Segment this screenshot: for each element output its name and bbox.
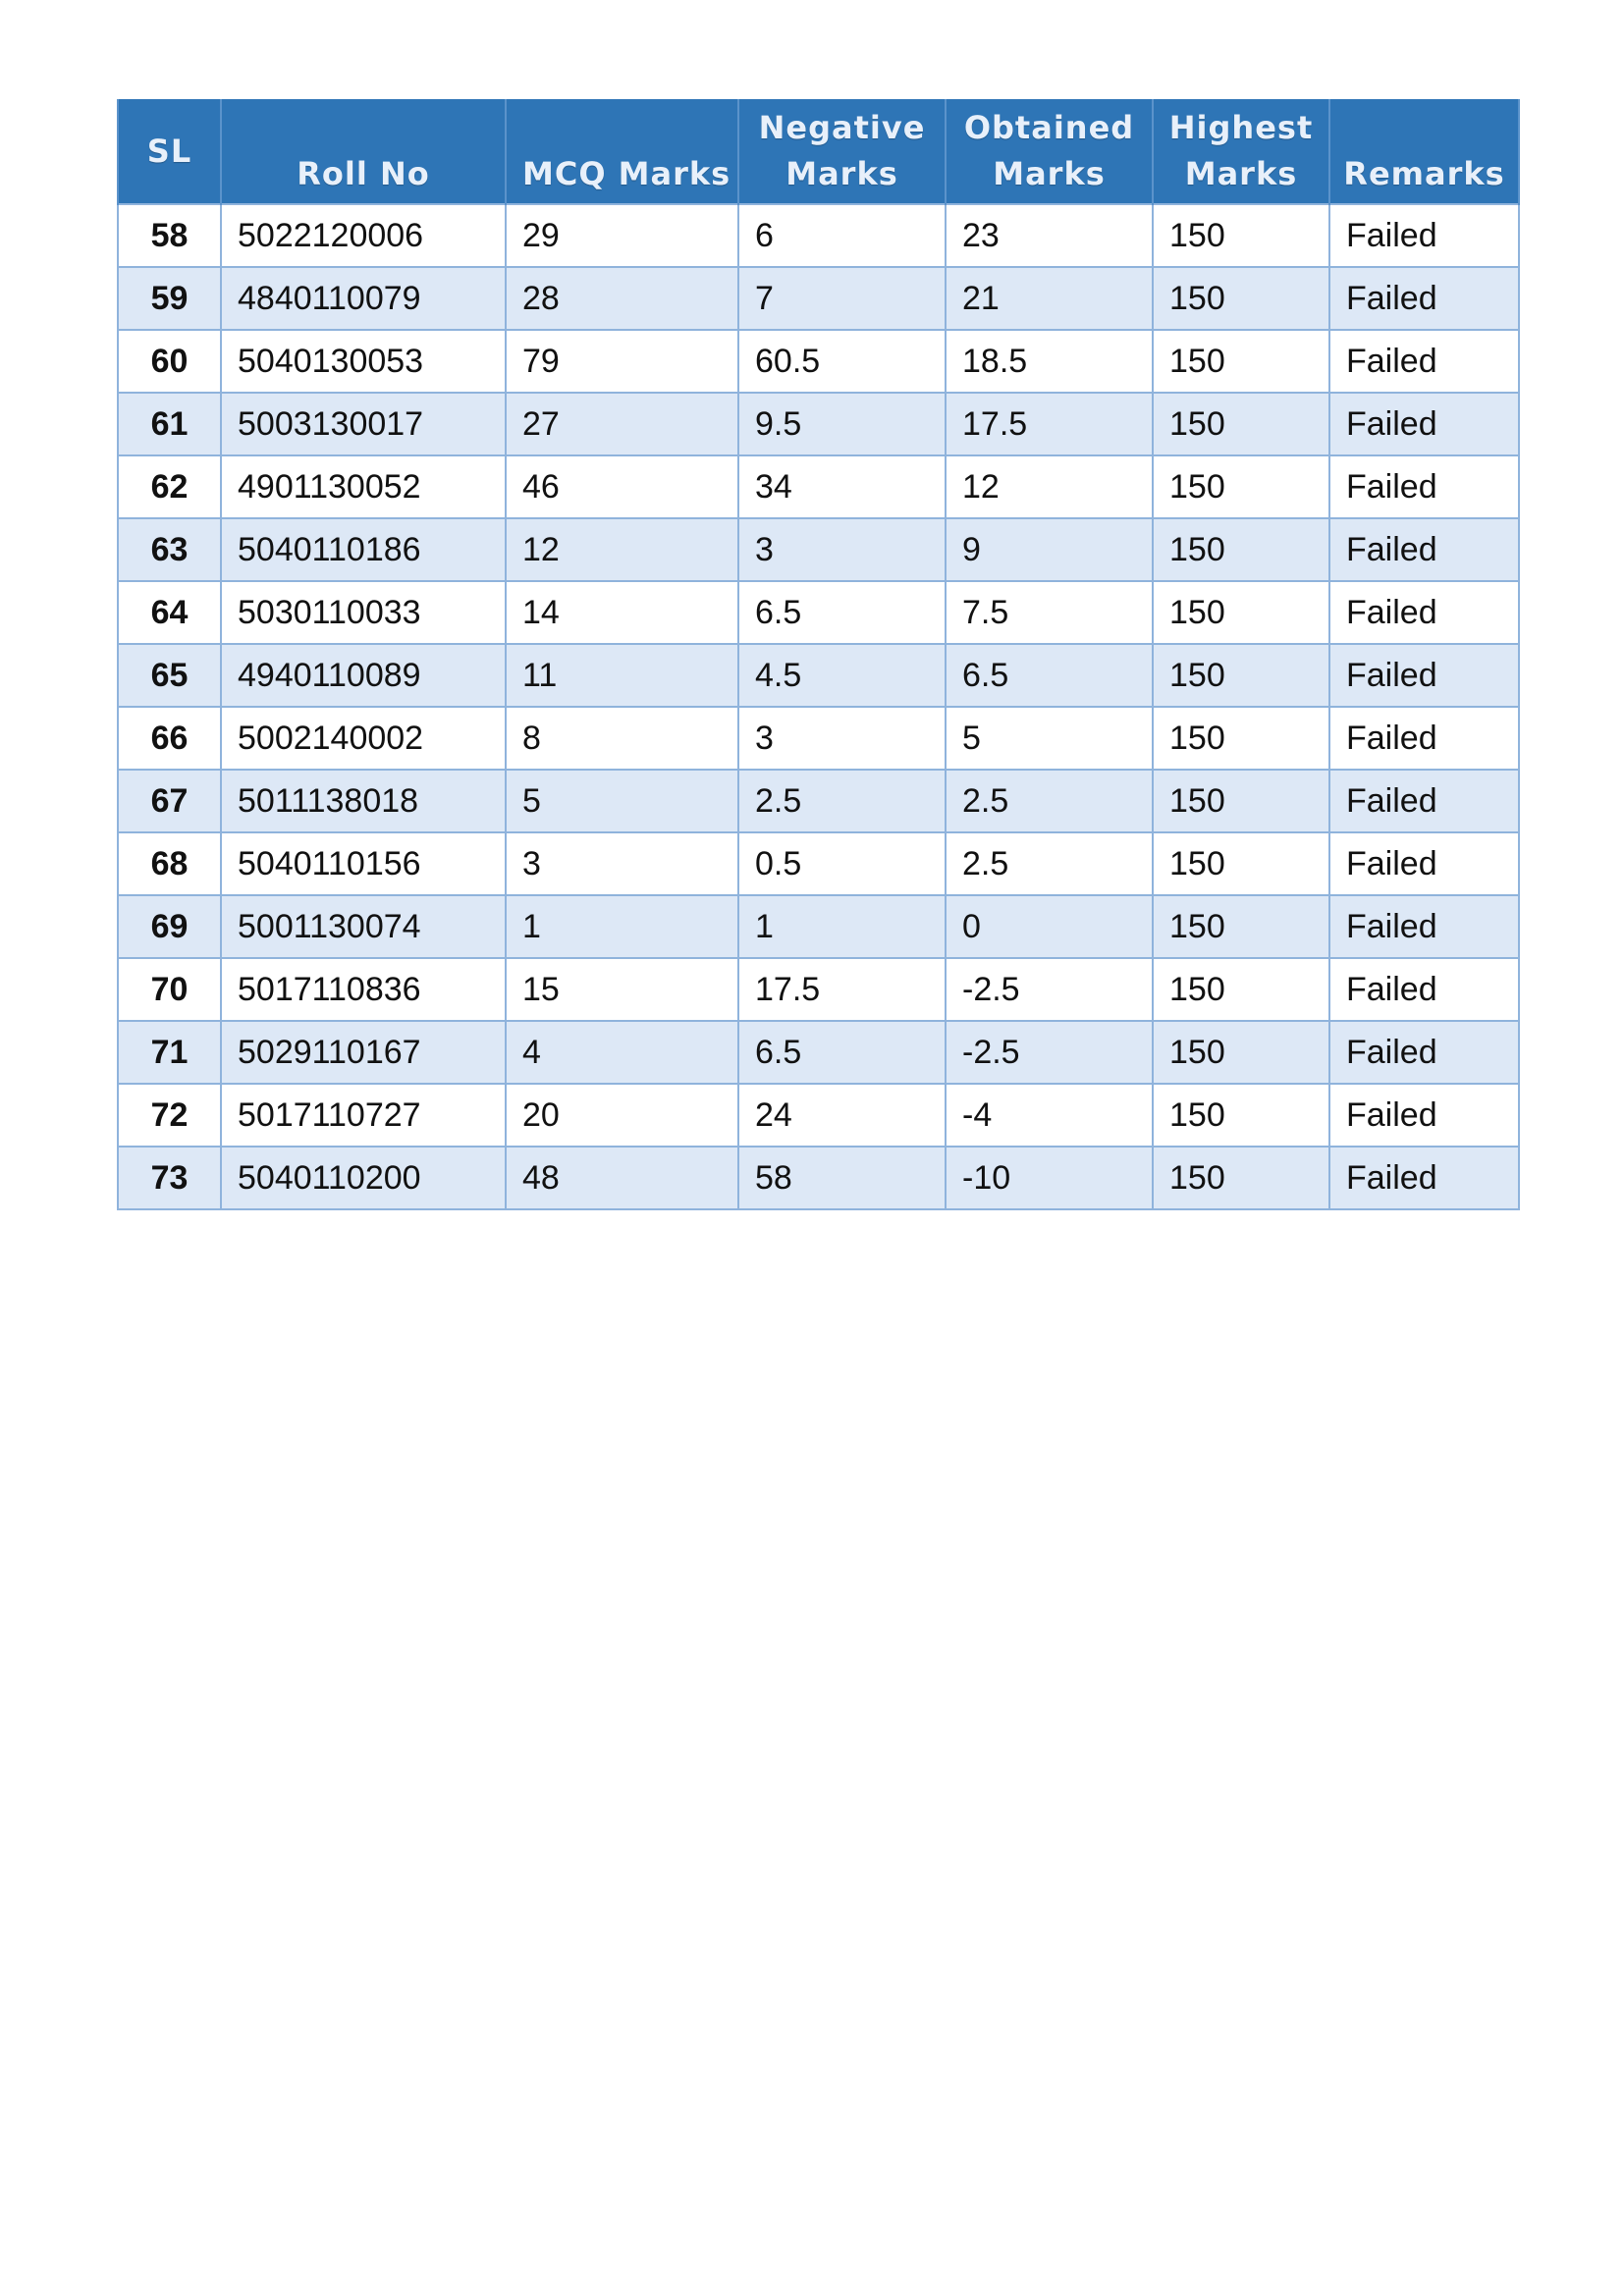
cell-mcq-marks: 14	[506, 581, 738, 644]
cell-mcq-marks: 3	[506, 832, 738, 895]
header-sl	[118, 99, 221, 204]
cell-remarks: Failed	[1329, 832, 1519, 895]
cell-obtained-marks: -10	[946, 1147, 1153, 1209]
cell-roll-no: 5003130017	[221, 393, 506, 455]
cell-roll-no: 5029110167	[221, 1021, 506, 1084]
cell-roll-no: 5011138018	[221, 770, 506, 832]
cell-negative-marks: 6	[738, 204, 946, 267]
cell-mcq-marks: 8	[506, 707, 738, 770]
cell-sl: 71	[118, 1021, 221, 1084]
cell-mcq-marks: 11	[506, 644, 738, 707]
cell-highest-marks: 150	[1153, 581, 1329, 644]
results-table	[117, 99, 1520, 1210]
table-row	[118, 958, 1519, 1021]
cell-mcq-marks: 20	[506, 1084, 738, 1147]
cell-sl: 66	[118, 707, 221, 770]
cell-sl: 60	[118, 330, 221, 393]
cell-sl: 67	[118, 770, 221, 832]
cell-remarks: Failed	[1329, 267, 1519, 330]
cell-highest-marks: 150	[1153, 958, 1329, 1021]
cell-remarks: Failed	[1329, 581, 1519, 644]
cell-negative-marks: 6.5	[738, 581, 946, 644]
cell-obtained-marks: 18.5	[946, 330, 1153, 393]
header-negative-line1: Negative	[758, 109, 926, 146]
cell-roll-no: 4901130052	[221, 455, 506, 518]
table-row	[118, 644, 1519, 707]
header-highest-line1: Highest	[1168, 109, 1314, 146]
cell-sl: 72	[118, 1084, 221, 1147]
table-row	[118, 707, 1519, 770]
cell-highest-marks: 150	[1153, 1021, 1329, 1084]
cell-obtained-marks: 2.5	[946, 832, 1153, 895]
table-row	[118, 204, 1519, 267]
cell-remarks: Failed	[1329, 707, 1519, 770]
cell-obtained-marks: 0	[946, 895, 1153, 958]
cell-obtained-marks: 12	[946, 455, 1153, 518]
cell-roll-no: 5040110200	[221, 1147, 506, 1209]
table-body	[118, 204, 1519, 1209]
cell-sl: 61	[118, 393, 221, 455]
cell-obtained-marks: 17.5	[946, 393, 1153, 455]
table-header	[118, 99, 1519, 204]
cell-remarks: Failed	[1329, 393, 1519, 455]
header-row	[118, 99, 1519, 204]
cell-remarks: Failed	[1329, 770, 1519, 832]
cell-remarks: Failed	[1329, 455, 1519, 518]
cell-sl: 65	[118, 644, 221, 707]
header-remarks	[1329, 99, 1519, 204]
cell-negative-marks: 1	[738, 895, 946, 958]
cell-highest-marks: 150	[1153, 204, 1329, 267]
table-row	[118, 455, 1519, 518]
header-mcq-marks-label: MCQ Marks	[522, 155, 731, 192]
cell-roll-no: 4940110089	[221, 644, 506, 707]
cell-remarks: Failed	[1329, 644, 1519, 707]
table-row	[118, 1021, 1519, 1084]
cell-mcq-marks: 4	[506, 1021, 738, 1084]
header-obtained-line2: Marks	[993, 155, 1106, 192]
cell-sl: 62	[118, 455, 221, 518]
cell-negative-marks: 7	[738, 267, 946, 330]
cell-remarks: Failed	[1329, 204, 1519, 267]
table-row	[118, 1147, 1519, 1209]
cell-roll-no: 5017110727	[221, 1084, 506, 1147]
cell-obtained-marks: 9	[946, 518, 1153, 581]
cell-negative-marks: 4.5	[738, 644, 946, 707]
cell-highest-marks: 150	[1153, 455, 1329, 518]
cell-negative-marks: 17.5	[738, 958, 946, 1021]
cell-sl: 58	[118, 204, 221, 267]
cell-highest-marks: 150	[1153, 707, 1329, 770]
cell-negative-marks: 60.5	[738, 330, 946, 393]
cell-mcq-marks: 79	[506, 330, 738, 393]
header-mcq-marks	[506, 99, 738, 204]
cell-roll-no: 5040110186	[221, 518, 506, 581]
cell-mcq-marks: 5	[506, 770, 738, 832]
cell-mcq-marks: 27	[506, 393, 738, 455]
cell-remarks: Failed	[1329, 1147, 1519, 1209]
cell-negative-marks: 6.5	[738, 1021, 946, 1084]
cell-negative-marks: 0.5	[738, 832, 946, 895]
cell-roll-no: 5001130074	[221, 895, 506, 958]
cell-sl: 64	[118, 581, 221, 644]
cell-negative-marks: 3	[738, 707, 946, 770]
cell-obtained-marks: 5	[946, 707, 1153, 770]
cell-roll-no: 5040130053	[221, 330, 506, 393]
cell-mcq-marks: 28	[506, 267, 738, 330]
cell-highest-marks: 150	[1153, 644, 1329, 707]
cell-roll-no: 5017110836	[221, 958, 506, 1021]
table-row	[118, 895, 1519, 958]
table-row	[118, 518, 1519, 581]
cell-mcq-marks: 29	[506, 204, 738, 267]
header-negative-marks	[738, 99, 946, 204]
cell-negative-marks: 9.5	[738, 393, 946, 455]
table-row	[118, 1084, 1519, 1147]
cell-negative-marks: 24	[738, 1084, 946, 1147]
cell-sl: 69	[118, 895, 221, 958]
table-row	[118, 393, 1519, 455]
cell-obtained-marks: 6.5	[946, 644, 1153, 707]
cell-roll-no: 5022120006	[221, 204, 506, 267]
cell-mcq-marks: 48	[506, 1147, 738, 1209]
cell-mcq-marks: 12	[506, 518, 738, 581]
table-row	[118, 330, 1519, 393]
header-sl-label: SL	[146, 133, 192, 170]
cell-highest-marks: 150	[1153, 895, 1329, 958]
cell-highest-marks: 150	[1153, 267, 1329, 330]
cell-remarks: Failed	[1329, 1084, 1519, 1147]
cell-remarks: Failed	[1329, 518, 1519, 581]
table-row	[118, 770, 1519, 832]
cell-roll-no: 5030110033	[221, 581, 506, 644]
cell-mcq-marks: 46	[506, 455, 738, 518]
table-row	[118, 581, 1519, 644]
header-remarks-label: Remarks	[1343, 155, 1505, 192]
cell-obtained-marks: 21	[946, 267, 1153, 330]
cell-obtained-marks: 2.5	[946, 770, 1153, 832]
cell-mcq-marks: 1	[506, 895, 738, 958]
cell-sl: 73	[118, 1147, 221, 1209]
header-highest-marks	[1153, 99, 1329, 204]
cell-highest-marks: 150	[1153, 770, 1329, 832]
cell-highest-marks: 150	[1153, 832, 1329, 895]
cell-highest-marks: 150	[1153, 1084, 1329, 1147]
cell-remarks: Failed	[1329, 895, 1519, 958]
cell-sl: 59	[118, 267, 221, 330]
cell-roll-no: 4840110079	[221, 267, 506, 330]
cell-obtained-marks: -2.5	[946, 1021, 1153, 1084]
header-obtained-marks	[946, 99, 1153, 204]
header-obtained-line1: Obtained	[963, 109, 1135, 146]
cell-highest-marks: 150	[1153, 1147, 1329, 1209]
cell-obtained-marks: 23	[946, 204, 1153, 267]
cell-sl: 70	[118, 958, 221, 1021]
header-roll-no	[221, 99, 506, 204]
cell-obtained-marks: 7.5	[946, 581, 1153, 644]
cell-sl: 68	[118, 832, 221, 895]
cell-negative-marks: 34	[738, 455, 946, 518]
cell-obtained-marks: -4	[946, 1084, 1153, 1147]
cell-mcq-marks: 15	[506, 958, 738, 1021]
table-row	[118, 832, 1519, 895]
cell-sl: 63	[118, 518, 221, 581]
cell-roll-no: 5002140002	[221, 707, 506, 770]
cell-obtained-marks: -2.5	[946, 958, 1153, 1021]
cell-roll-no: 5040110156	[221, 832, 506, 895]
cell-negative-marks: 2.5	[738, 770, 946, 832]
cell-remarks: Failed	[1329, 330, 1519, 393]
cell-highest-marks: 150	[1153, 518, 1329, 581]
cell-highest-marks: 150	[1153, 393, 1329, 455]
cell-negative-marks: 3	[738, 518, 946, 581]
cell-remarks: Failed	[1329, 958, 1519, 1021]
cell-highest-marks: 150	[1153, 330, 1329, 393]
table-row	[118, 267, 1519, 330]
cell-remarks: Failed	[1329, 1021, 1519, 1084]
header-highest-line2: Marks	[1184, 155, 1298, 192]
header-negative-line2: Marks	[785, 155, 898, 192]
cell-negative-marks: 58	[738, 1147, 946, 1209]
header-roll-no-label: Roll No	[297, 155, 430, 192]
